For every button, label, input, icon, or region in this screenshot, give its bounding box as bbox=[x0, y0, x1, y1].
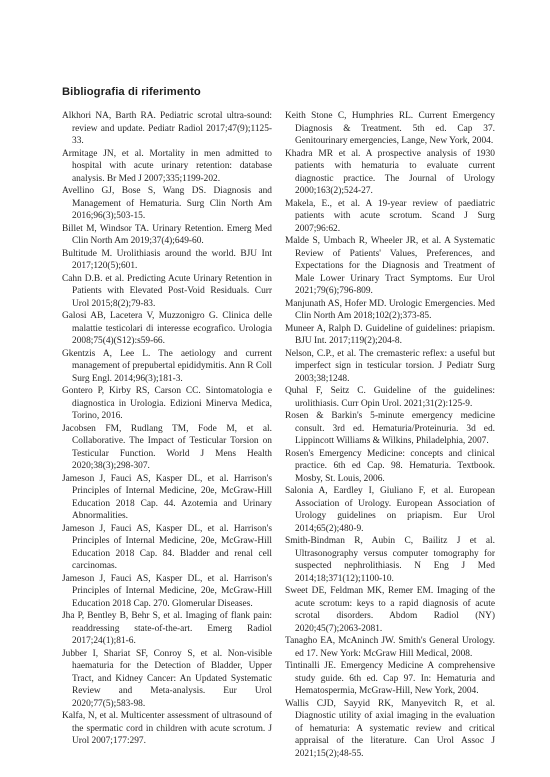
reference-column-right bbox=[285, 110, 495, 760]
reference-item: Cahn D.B. et al. Predicting Acute Urinary Retention in Patients with Elevated Post-Void Residuals. Curr Urol 2015;8(2);79-83. bbox=[62, 273, 272, 309]
reference-item: Armitage JN, et al. Mortality in men admitted to hospital with acute urinary retention: database analysis. Br Med J 2007;335;1199-202. bbox=[62, 148, 272, 184]
reference-item: Galosi AB, Lacetera V, Muzzonigro G. Clinica delle malattie testicolari di interesse ecografico. Urologia 2008;75(4)(S12):s59-66. bbox=[62, 311, 272, 346]
reference-item: Smith-Bindman R, Aubin C, Bailitz J et al. Ultrasonography versus computer tomography for suspected nephrolithiasis. N Eng J Med 2014;18;371(12);1100-10. bbox=[285, 536, 495, 584]
reference-item: Manjunath AS, Hofer MD. Urologic Emergencies. Med Clin North Am 2018;102(2);373-85. bbox=[285, 298, 495, 321]
reference-item: Nelson, C.P., et al. The cremasteric reflex: a useful but imperfect sign in testicular torsion. J Pediatr Surg 2003;38;1248. bbox=[285, 348, 495, 384]
reference-item: Avellino GJ, Bose S, Wang DS. Diagnosis and Management of Hematuria. Surg Clin North Am 2016;96(3);503-15. bbox=[62, 186, 272, 221]
section-heading: Bibliografia di riferimento bbox=[62, 86, 201, 98]
reference-item: Gkentzis A, Lee L. The aetiology and current management of prepubertal epididymitis. Ann R Coll Surg Engl. 2014;96(3);181-3. bbox=[62, 348, 272, 384]
reference-item: Bultitude M. Urolithiasis around the world. BJU Int 2017;120(5);601. bbox=[62, 248, 272, 271]
reference-item: Alkhori NA, Barth RA. Pediatric scrotal ultra-sound: review and update. Pediatr Radiol 2017;47(9);1125-33. bbox=[62, 111, 272, 146]
reference-item: Jubber I, Shariat SF, Conroy S, et al. Non-visible haematuria for the Detection of Bladder, Upper Tract, and Kidney Cancer: An Updated Systematic Review and Meta-analysis. Eur Urol 2020;77(5);583-98. bbox=[62, 648, 272, 709]
reference-item: Jacobsen FM, Rudlang TM, Fode M, et al. Collaborative. The Impact of Testicular Torsion on Testicular Function. World J Mens Health 2020;38(3);298-307. bbox=[62, 423, 272, 471]
reference-item: Muneer A, Ralph D. Guideline of guidelines: priapism. BJU Int. 2017;119(2);204-8. bbox=[285, 323, 495, 346]
reference-item: Tanagho EA, McAninch JW. Smith's General Urology. ed 17. New York: McGraw Hill Medical, 2008. bbox=[285, 636, 495, 659]
reference-item: Tintinalli JE. Emergency Medicine A comprehensive study guide. 6th ed. Cap 97. In: Hematuria and Hematospermia, McGraw-Hill, New York, 2004. bbox=[285, 661, 495, 696]
reference-item: Malde S, Umbach R, Wheeler JR, et al. A Systematic Review of Patients' Values, Preferences, and Expectations for the Diagnosis and Treatment of Male Lower Urinary Tract Symptoms. Eur Urol 2021;79(6);796-809. bbox=[285, 236, 495, 296]
reference-item: Billet M, Windsor TA. Urinary Retention. Emerg Med Clin North Am 2019;37(4);649-60. bbox=[62, 223, 272, 246]
reference-item: Sweet DE, Feldman MK, Remer EM. Imaging of the acute scrotum: keys to a rapid diagnosis of acute scrotal disorders. Abdom Radiol (NY) 2020;45(7);2063-2081. bbox=[285, 586, 495, 634]
reference-item: Wallis CJD, Sayyid RK, Manyevitch R, et al. Diagnostic utility of axial imaging in the evaluation of hematuria: A systematic review and critical appraisal of the literature. Can Urol Assoc J 2021;15(2);48-55. bbox=[285, 698, 495, 759]
reference-item: Salonia A, Eardley I, Giuliano F, et al. European Association of Urology. European Association of Urology guidelines on priapism. Eur Urol 2014;65(2);480-9. bbox=[285, 486, 495, 534]
reference-item: Jha P, Bentley B, Behr S, et al. Imaging of flank pain: readdressing state-of-the-art. Emerg Radiol 2017;24(1);81-6. bbox=[62, 611, 272, 646]
reference-item: Khadra MR et al. A prospective analysis of 1930 patients with hematuria to evaluate current diagnostic practice. The Journal of Urology 2000;163(2);524-27. bbox=[285, 148, 495, 196]
reference-item: Makela, E., et al. A 19-year review of paediatric patients with acute scrotum. Scand J Surg 2007;96:62. bbox=[285, 198, 495, 234]
reference-item: Quhal F, Seitz C. Guideline of the guidelines: urolithiasis. Curr Opin Urol. 2021;31(2):125-9. bbox=[285, 386, 495, 409]
reference-item: Gontero P, Kirby RS, Carson CC. Sintomatologia e diagnostica in Urologia. Edizioni Minerva Medica, Torino, 2016. bbox=[62, 386, 272, 421]
reference-item: Kalfa, N, et al. Multicenter assessment of ultrasound of the spermatic cord in children with acute scrotum. J Urol 2007;177:297. bbox=[62, 711, 272, 746]
reference-item: Keith Stone C, Humphries RL. Current Emergency Diagnosis & Treatment. 5th ed. Cap 37. Genitourinary emergencies, Lange, New York, 2004. bbox=[285, 111, 495, 146]
reference-item: Jameson J, Fauci AS, Kasper DL, et al. Harrison's Principles of Internal Medicine, 20e, McGraw-Hill Education 2018 Cap. 84. Bladder and renal cell carcinomas. bbox=[62, 523, 272, 571]
reference-item: Rosen's Emergency Medicine: concepts and clinical practice. 6th ed Cap. 98. Hematuria. Textbook. Mosby, St. Louis, 2006. bbox=[285, 448, 495, 484]
reference-item: Jameson J, Fauci AS, Kasper DL, et al. Harrison's Principles of Internal Medicine, 20e, McGraw-Hill Education 2018 Cap. 270. Glomerular Diseases. bbox=[62, 573, 272, 609]
reference-item: Jameson J, Fauci AS, Kasper DL, et al. Harrison's Principles of Internal Medicine, 20e, McGraw-Hill Education 2018 Cap. 44. Azotemia and Urinary Abnormalities. bbox=[62, 473, 272, 521]
reference-item: Rosen & Barkin's 5-minute emergency medicine consult. 3rd ed. Hematuria/Proteinuria. 3d ed. Lippincott Williams & Wilkins, Philadelphia, 2007. bbox=[285, 411, 495, 446]
reference-column-left bbox=[62, 110, 272, 748]
